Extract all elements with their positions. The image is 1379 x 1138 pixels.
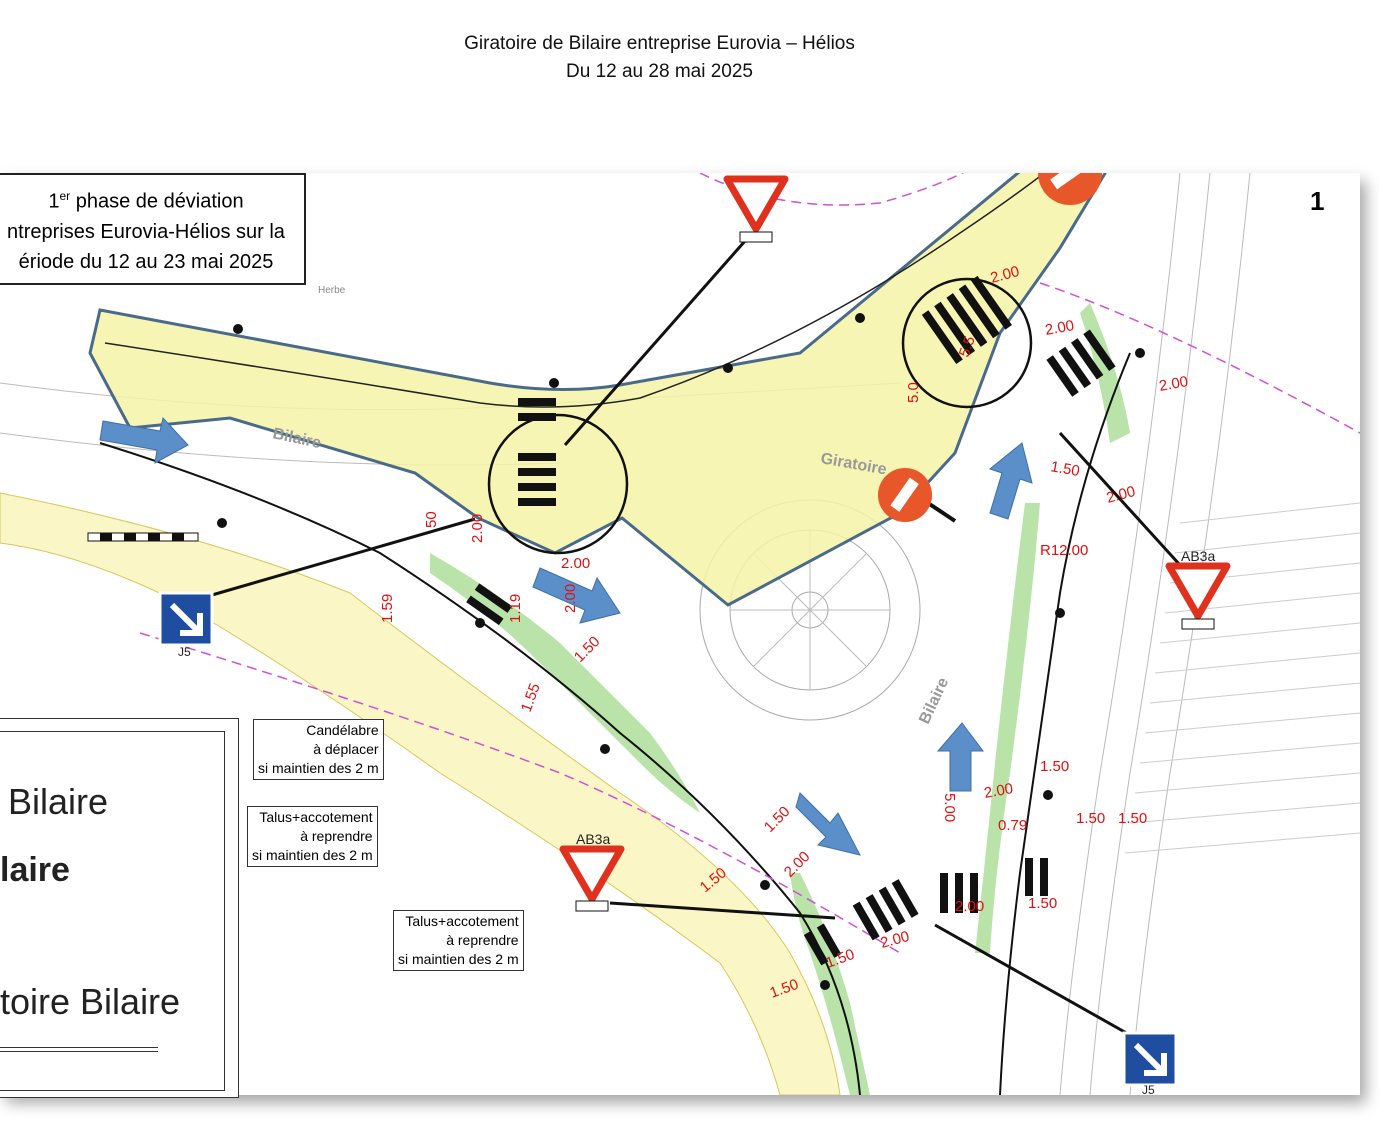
dim-27: 1.50 [823, 945, 857, 972]
phase-description [0, 173, 306, 285]
dim-8: 5.5 [955, 333, 979, 360]
dim-19: 2.00 [955, 898, 985, 915]
dim-3: 1.19 [507, 593, 524, 623]
callout-talus-1-line-3: si maintien des 2 m [252, 847, 373, 863]
callout-talus-1 [247, 806, 378, 867]
header-dates: Du 12 au 28 mai 2025 [566, 61, 753, 82]
callout-talus-2-line-3: si maintien des 2 m [398, 951, 519, 967]
road-label-giratoire: Giratoire [819, 450, 888, 479]
sign-j5-left: J5 [178, 645, 191, 659]
callout-candelabre-line-3: si maintien des 2 m [258, 760, 379, 776]
title-block-rule [0, 1047, 158, 1052]
phase-line-2: ntreprises Eurovia-Hélios sur la [7, 220, 285, 243]
phase-line-1 [0, 181, 304, 217]
dim-28: 1.50 [767, 975, 801, 1002]
dim-26: 2.00 [878, 927, 912, 952]
dim-0: 50 [423, 511, 440, 528]
dim-11: 2.00 [1043, 317, 1076, 339]
callout-talus-1-line-2: à reprendre [300, 828, 373, 844]
road-label-west: Bilaire [271, 425, 323, 453]
herbe-label: Herbe [318, 285, 346, 296]
sign-ab3a-right: AB3a [1181, 548, 1216, 564]
dim-18: 5.00 [941, 793, 958, 823]
dim-23: 1.50 [760, 803, 794, 836]
sheet-number: 1 [1310, 186, 1325, 216]
title-block-line-2: laire [0, 851, 70, 889]
dim-6: 1.55 [517, 681, 544, 715]
dim-9: 5.0 [905, 382, 922, 403]
phase-ordinal: 1 [48, 190, 60, 213]
dim-13: 1.50 [1049, 458, 1082, 481]
callout-candelabre-line-1: Candélabre [306, 722, 379, 738]
dim-21: 0.79 [998, 817, 1028, 834]
dim-24: 2.00 [780, 848, 814, 881]
phase-line-3: ériode du 12 au 23 mai 2025 [18, 250, 274, 273]
dim-14: 2.00 [1104, 482, 1138, 507]
dim-15: R12.00 [1040, 542, 1089, 559]
phase-ordinal-sup: er [59, 189, 71, 203]
road-label-east: Bilaire [916, 675, 953, 727]
dim-10: 2.00 [988, 262, 1022, 287]
title-block [0, 718, 239, 1098]
dim-22: 1.50 [1028, 895, 1058, 912]
dim-12: 2.00 [1157, 373, 1190, 395]
dim-25: 1.50 [696, 864, 730, 897]
dim-7: 2.00 [562, 583, 579, 613]
dim-16: 1.50 [1040, 758, 1070, 775]
callout-talus-2-line-2: à reprendre [446, 932, 519, 948]
callout-talus-2 [393, 910, 524, 971]
callout-talus-2-line-1: Talus+accotement [405, 913, 519, 929]
page-header [0, 30, 1379, 86]
phase-line-1-rest: phase de déviation [70, 190, 244, 213]
callout-candelabre [253, 719, 384, 780]
callout-candelabre-line-2: à déplacer [313, 741, 379, 757]
dim-1: 2.00 [469, 513, 486, 543]
title-block-line-1: Bilaire [8, 781, 109, 822]
header-title: Giratoire de Bilaire entreprise Eurovia – Hélios [464, 33, 855, 54]
dim-4: 2.00 [561, 555, 591, 572]
sign-j5-right: J5 [1142, 1083, 1155, 1097]
dim-2: 1.59 [379, 593, 396, 623]
dim-20: 1.50 [1076, 810, 1106, 827]
dim-29: 1.50 [1118, 810, 1148, 827]
sign-ab3a-left: AB3a [576, 831, 611, 847]
dim-17: 2.00 [982, 780, 1015, 802]
title-block-line-3: toire Bilaire [0, 981, 181, 1022]
callout-talus-1-line-1: Talus+accotement [259, 809, 373, 825]
dim-5: 1.50 [570, 633, 604, 666]
